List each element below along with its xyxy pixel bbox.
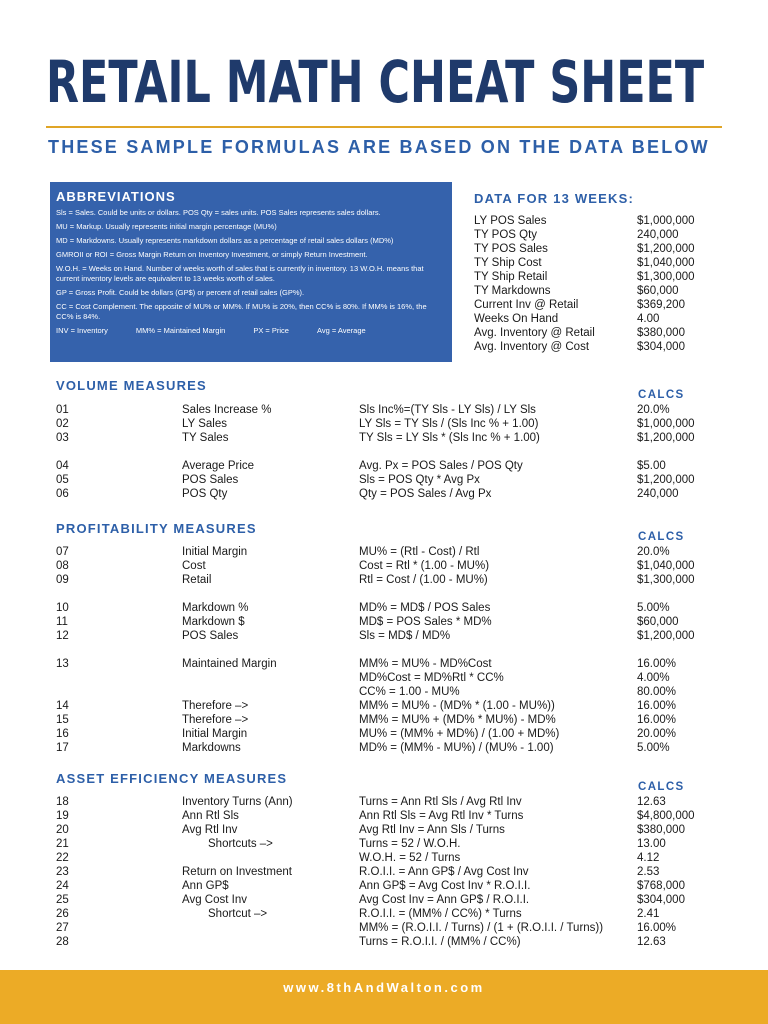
abbreviation-item: MD = Markdowns. Usually represents markdown dollars as a percentage of retail sales dollars (MD%) — [56, 236, 394, 245]
measure-formula: R.O.I.I. = Ann GP$ / Avg Cost Inv — [359, 866, 529, 878]
measure-number: 17 — [56, 742, 69, 754]
measure-formula: LY Sls = TY Sls / (Sls Inc % + 1.00) — [359, 418, 539, 430]
data-row-value: 4.00 — [637, 313, 660, 325]
measure-calc: 240,000 — [637, 488, 679, 500]
footer-url[interactable]: www.8thAndWalton.com — [283, 980, 485, 995]
measure-calc: $60,000 — [637, 616, 679, 628]
measure-formula: Turns = R.O.I.I. / (MM% / CC%) — [359, 936, 521, 948]
data-row — [474, 284, 734, 298]
abbreviation-inv: INV = Inventory — [56, 326, 108, 335]
measure-formula: MD% = MD$ / POS Sales — [359, 602, 491, 614]
measure-number: 22 — [56, 852, 69, 864]
data-row — [474, 312, 734, 326]
data-13-weeks-list — [474, 214, 734, 354]
measure-number: 03 — [56, 432, 69, 444]
measure-name: Inventory Turns (Ann) — [182, 796, 293, 808]
data-row-label: TY POS Qty — [474, 229, 538, 241]
section-heading: ASSET EFFICIENCY MEASURES — [56, 771, 288, 786]
measure-formula: Turns = Ann Rtl Sls / Avg Rtl Inv — [359, 796, 522, 808]
data-13-weeks-heading: DATA FOR 13 WEEKS: — [474, 191, 635, 206]
measure-number: 18 — [56, 796, 69, 808]
measure-calc: $1,200,000 — [637, 630, 695, 642]
data-row-value: $304,000 — [637, 341, 685, 353]
measure-number: 21 — [56, 838, 69, 850]
measure-formula: MM% = MU% + (MD% * MU%) - MD% — [359, 714, 556, 726]
measure-formula: W.O.H. = 52 / Turns — [359, 852, 461, 864]
measure-name: Cost — [182, 560, 206, 572]
measure-name: POS Sales — [182, 630, 239, 642]
measure-number: 04 — [56, 460, 69, 472]
measure-name: Avg Cost Inv — [182, 894, 247, 906]
section-heading: VOLUME MEASURES — [56, 378, 207, 393]
abbreviation-item: CC = Cost Complement. The opposite of MU% or MM%. If MU% is 20%, then CC% is 80%. If MM% is 16%, the CC% is 84%. — [56, 302, 427, 321]
measure-formula: Cost = Rtl * (1.00 - MU%) — [359, 560, 490, 572]
measure-name: POS Sales — [182, 474, 239, 486]
measure-formula: Ann GP$ = Avg Cost Inv * R.O.I.I. — [359, 880, 531, 892]
measure-number: 28 — [56, 936, 69, 948]
data-row — [474, 228, 734, 242]
measure-number: 09 — [56, 574, 69, 586]
measure-formula: TY Sls = LY Sls * (Sls Inc % + 1.00) — [359, 432, 540, 444]
measure-formula: MM% = (R.O.I.I. / Turns) / (1 + (R.O.I.I. / Turns)) — [359, 922, 604, 934]
measure-formula: MD%Cost = MD%Rtl * CC% — [359, 672, 504, 684]
measure-number: 10 — [56, 602, 69, 614]
measure-number: 25 — [56, 894, 69, 906]
measure-calc: 2.53 — [637, 866, 660, 878]
measure-name: TY Sales — [182, 432, 229, 444]
data-row — [474, 340, 734, 354]
measure-calc: 4.00% — [637, 672, 670, 684]
measure-calc: $380,000 — [637, 824, 685, 836]
measure-number: 19 — [56, 810, 69, 822]
measure-number: 11 — [56, 616, 68, 628]
data-row-value: $1,200,000 — [637, 243, 695, 255]
measure-calc: $1,040,000 — [637, 560, 695, 572]
abbreviation-px: PX = Price — [253, 326, 289, 335]
abbreviation-item: MU = Markup. Usually represents initial margin percentage (MU%) — [56, 222, 277, 231]
measure-formula: Rtl = Cost / (1.00 - MU%) — [359, 574, 488, 586]
measure-name: Markdown % — [182, 602, 249, 614]
measure-number: 06 — [56, 488, 69, 500]
measure-formula: MD% = (MM% - MU%) / (MU% - 1.00) — [359, 742, 554, 754]
footer-bar — [0, 970, 768, 1024]
abbreviation-avg: Avg = Average — [316, 326, 366, 335]
measure-number: 14 — [56, 700, 69, 712]
measure-calc: 20.0% — [637, 404, 670, 416]
data-row — [474, 214, 734, 228]
measure-calc: 12.63 — [637, 936, 666, 948]
measure-formula: Sls Inc%=(TY Sls - LY Sls) / LY Sls — [359, 404, 536, 416]
title-divider — [46, 126, 722, 128]
calcs-heading: CALCS — [638, 389, 685, 401]
measure-number: 12 — [56, 630, 69, 642]
measure-name: Therefore –> — [182, 714, 249, 726]
measure-formula: Avg Cost Inv = Ann GP$ / R.O.I.I. — [359, 894, 530, 906]
measure-calc: 12.63 — [637, 796, 666, 808]
measure-name: Return on Investment — [182, 866, 292, 878]
measure-name: Maintained Margin — [182, 658, 277, 670]
measure-number: 20 — [56, 824, 69, 836]
data-row-label: Weeks On Hand — [474, 313, 559, 325]
measure-number: 16 — [56, 728, 69, 740]
abbreviation-item: Sls = Sales. Could be units or dollars. POS Qty = sales units. POS Sales represents sales dollars. — [56, 208, 381, 217]
measure-name: LY Sales — [182, 418, 227, 430]
data-row-value: $1,000,000 — [637, 215, 695, 227]
data-row-value: $60,000 — [637, 285, 679, 297]
measure-formula: MU% = (MM% + MD%) / (1.00 + MD%) — [359, 728, 560, 740]
data-row-label: TY Ship Cost — [474, 257, 542, 269]
data-row-value: $380,000 — [637, 327, 685, 339]
measure-calc: 16.00% — [637, 922, 677, 934]
measure-name: Initial Margin — [182, 546, 248, 558]
measure-name: Initial Margin — [182, 728, 248, 740]
measure-number: 26 — [56, 908, 69, 920]
measure-calc: $5.00 — [637, 460, 666, 472]
calcs-heading: CALCS — [638, 531, 685, 543]
data-row-label: Current Inv @ Retail — [474, 299, 579, 311]
measure-calc: 4.12 — [637, 852, 660, 864]
abbreviation-mm: MM% = Maintained Margin — [135, 326, 226, 335]
measure-calc: 16.00% — [637, 658, 677, 670]
section-heading: PROFITABILITY MEASURES — [56, 521, 257, 536]
measure-number: 13 — [56, 658, 69, 670]
measure-formula: Sls = POS Qty * Avg Px — [359, 474, 480, 486]
measure-number: 24 — [56, 880, 69, 892]
measure-number: 23 — [56, 866, 69, 878]
data-row-label: TY POS Sales — [474, 243, 548, 255]
abbreviation-item: GP = Gross Profit. Could be dollars (GP$) or percent of retail sales (GP%). — [56, 288, 305, 297]
measure-formula: MM% = MU% - MD%Cost — [359, 658, 492, 670]
data-13-weeks — [474, 191, 734, 354]
data-row — [474, 270, 734, 284]
measure-calc: 20.0% — [637, 546, 670, 558]
measure-calc: $1,300,000 — [637, 574, 695, 586]
measure-name: Markdowns — [182, 742, 241, 754]
measure-formula: MU% = (Rtl - Cost) / Rtl — [359, 546, 480, 558]
measure-number: 02 — [56, 418, 69, 430]
page-title: RETAIL MATH CHEAT SHEET — [46, 48, 705, 116]
data-row-label: LY POS Sales — [474, 215, 547, 227]
measure-name: POS Qty — [182, 488, 228, 500]
measure-calc: 16.00% — [637, 714, 677, 726]
abbreviation-last-line — [56, 326, 446, 335]
data-row-label: TY Markdowns — [474, 285, 551, 297]
data-row-value: $369,200 — [637, 299, 685, 311]
measure-name: Shortcuts –> — [208, 838, 273, 850]
data-row-value: $1,040,000 — [637, 257, 695, 269]
calcs-heading: CALCS — [638, 781, 685, 793]
measure-formula: MD$ = POS Sales * MD% — [359, 616, 492, 628]
abbreviations-heading: ABBREVIATIONS — [56, 189, 176, 204]
abbreviation-item: W.O.H. = Weeks on Hand. Number of weeks worth of sales that is currently in inventory. 13 W.O.H. means that current inventory levels are equivalent to 13 weeks worth of sales. — [56, 264, 424, 283]
measure-formula: Avg. Px = POS Sales / POS Qty — [359, 460, 523, 472]
data-row — [474, 326, 734, 340]
measure-number: 15 — [56, 714, 69, 726]
abbreviations-box — [50, 182, 452, 362]
measure-number: 07 — [56, 546, 69, 558]
measure-calc: 5.00% — [637, 742, 670, 754]
measure-number: 05 — [56, 474, 69, 486]
measure-calc: 2.41 — [637, 908, 660, 920]
measure-calc: $768,000 — [637, 880, 685, 892]
measure-formula: Qty = POS Sales / Avg Px — [359, 488, 492, 500]
measure-formula: R.O.I.I. = (MM% / CC%) * Turns — [359, 908, 522, 920]
measure-number: 27 — [56, 922, 69, 934]
measure-name: Therefore –> — [182, 700, 249, 712]
data-row-label: TY Ship Retail — [474, 271, 548, 283]
data-row-label: Avg. Inventory @ Retail — [474, 327, 595, 339]
data-row — [474, 256, 734, 270]
measure-name: Markdown $ — [182, 616, 245, 628]
data-row-value: $1,300,000 — [637, 271, 695, 283]
measure-calc: $4,800,000 — [637, 810, 695, 822]
measure-calc: 5.00% — [637, 602, 670, 614]
measure-name: Sales Increase % — [182, 404, 272, 416]
page-subtitle: THESE SAMPLE FORMULAS ARE BASED ON THE DATA BELOW — [48, 137, 710, 157]
measure-formula: Avg Rtl Inv = Ann Sls / Turns — [359, 824, 505, 836]
measure-calc: $1,200,000 — [637, 432, 695, 444]
measure-formula: Turns = 52 / W.O.H. — [359, 838, 461, 850]
measure-name: Average Price — [182, 460, 255, 472]
measure-name: Avg Rtl Inv — [182, 824, 238, 836]
measure-name: Shortcut –> — [208, 908, 268, 920]
data-row-value: 240,000 — [637, 229, 679, 241]
measure-calc: 16.00% — [637, 700, 677, 712]
data-row — [474, 298, 734, 312]
measure-formula: MM% = MU% - (MD% * (1.00 - MU%)) — [359, 700, 555, 712]
data-row — [474, 242, 734, 256]
measure-calc: 13.00 — [637, 838, 666, 850]
measure-number: 08 — [56, 560, 69, 572]
measure-name: Ann GP$ — [182, 880, 229, 892]
measure-name: Retail — [182, 574, 212, 586]
measure-calc: $1,200,000 — [637, 474, 695, 486]
measure-calc: $1,000,000 — [637, 418, 695, 430]
measure-calc: 20.00% — [637, 728, 677, 740]
measure-formula: CC% = 1.00 - MU% — [359, 686, 460, 698]
measure-calc: $304,000 — [637, 894, 685, 906]
measure-formula: Sls = MD$ / MD% — [359, 630, 451, 642]
measure-calc: 80.00% — [637, 686, 677, 698]
measure-number: 01 — [56, 404, 69, 416]
measure-name: Ann Rtl Sls — [182, 810, 239, 822]
measure-formula: Ann Rtl Sls = Avg Rtl Inv * Turns — [359, 810, 524, 822]
abbreviation-item: GMROII or ROI = Gross Margin Return on Inventory Investment, or simply Return Investment. — [56, 250, 368, 259]
data-row-label: Avg. Inventory @ Cost — [474, 341, 590, 353]
